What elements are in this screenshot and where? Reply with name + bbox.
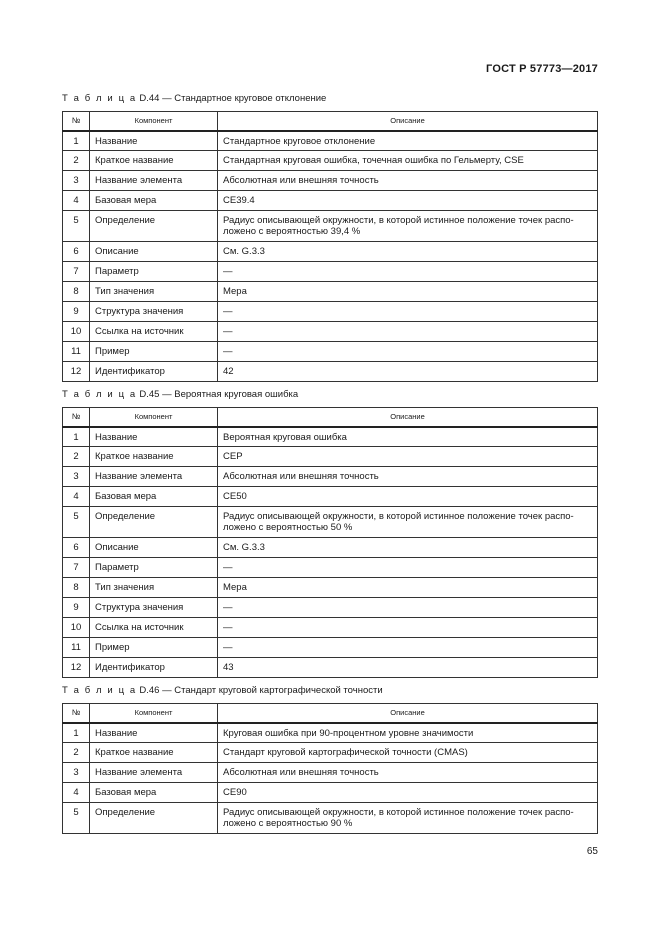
description-line: Радиус описывающей окружности, в которой истинное положение точек распо- xyxy=(223,511,574,522)
column-header-num: № xyxy=(63,112,90,131)
table-caption-label: Т а б л и ц а xyxy=(62,685,137,696)
table-caption-title: D.45 — Вероятная круговая ошибка xyxy=(139,389,299,400)
row-number: 6 xyxy=(63,538,90,558)
description-line: — xyxy=(223,346,233,357)
description-line: Мера xyxy=(223,286,247,297)
table-row xyxy=(63,427,598,447)
description-line: — xyxy=(223,562,233,573)
description-line: — xyxy=(223,602,233,613)
row-number: 11 xyxy=(63,638,90,658)
table-row xyxy=(63,763,598,783)
description-line: CE39.4 xyxy=(223,195,255,206)
description-line: — xyxy=(223,326,233,337)
table-row xyxy=(63,342,598,362)
row-number: 2 xyxy=(63,151,90,171)
table-row xyxy=(63,803,598,834)
row-description xyxy=(218,282,598,302)
row-component: Определение xyxy=(90,803,218,834)
table-row xyxy=(63,191,598,211)
row-description xyxy=(218,171,598,191)
row-description xyxy=(218,743,598,763)
row-number: 5 xyxy=(63,211,90,242)
row-description xyxy=(218,151,598,171)
table-caption-d45 xyxy=(62,389,298,400)
table-d44 xyxy=(62,111,598,382)
description-line: CE90 xyxy=(223,787,247,798)
row-description xyxy=(218,763,598,783)
page-number: 65 xyxy=(586,846,598,857)
description-line: Вероятная круговая ошибка xyxy=(223,431,347,443)
row-number: 9 xyxy=(63,598,90,618)
row-description xyxy=(218,342,598,362)
description-line: CEP xyxy=(223,451,243,462)
table-row xyxy=(63,447,598,467)
description-line: 42 xyxy=(223,366,234,377)
row-number: 5 xyxy=(63,803,90,834)
description-line: — xyxy=(223,266,233,277)
row-number: 4 xyxy=(63,783,90,803)
table-row xyxy=(63,242,598,262)
description-line: См. G.3.3 xyxy=(223,246,265,257)
row-component: Название xyxy=(90,723,218,743)
document-code: ГОСТ Р 57773—2017 xyxy=(486,63,598,75)
row-component: Краткое название xyxy=(90,743,218,763)
row-number: 8 xyxy=(63,282,90,302)
row-component: Краткое название xyxy=(90,151,218,171)
column-header-description: Описание xyxy=(218,704,598,723)
table-row xyxy=(63,598,598,618)
description-line: ложено с вероятностью 90 % xyxy=(223,818,353,829)
table-row xyxy=(63,131,598,151)
table-d45 xyxy=(62,407,598,678)
table-row xyxy=(63,282,598,302)
column-header-component: Компонент xyxy=(90,704,218,723)
table-row xyxy=(63,558,598,578)
row-number: 1 xyxy=(63,723,90,743)
description-line: Стандарт круговой картографической точности (CMAS) xyxy=(223,747,468,758)
table-row xyxy=(63,151,598,171)
column-header-description: Описание xyxy=(218,408,598,427)
row-description xyxy=(218,538,598,558)
row-component: Определение xyxy=(90,507,218,538)
row-number: 7 xyxy=(63,262,90,282)
row-number: 10 xyxy=(63,618,90,638)
table-row xyxy=(63,362,598,382)
row-description xyxy=(218,427,598,447)
description-line: — xyxy=(223,642,233,653)
row-number: 3 xyxy=(63,763,90,783)
row-component: Параметр xyxy=(90,558,218,578)
row-component: Название xyxy=(90,427,218,447)
table-row xyxy=(63,467,598,487)
row-description xyxy=(218,558,598,578)
row-component: Определение xyxy=(90,211,218,242)
table-row xyxy=(63,578,598,598)
row-component: Название xyxy=(90,131,218,151)
row-description xyxy=(218,638,598,658)
row-component: Ссылка на источник xyxy=(90,618,218,638)
column-header-component: Компонент xyxy=(90,112,218,131)
table-row xyxy=(63,723,598,743)
column-header-num: № xyxy=(63,408,90,427)
row-component: Базовая мера xyxy=(90,487,218,507)
row-description xyxy=(218,487,598,507)
row-description xyxy=(218,242,598,262)
description-line: Стандартное круговое отклонение xyxy=(223,135,376,147)
row-component: Структура значения xyxy=(90,302,218,322)
row-number: 9 xyxy=(63,302,90,322)
description-line: Абсолютная или внешняя точность xyxy=(223,767,379,778)
description-line: Круговая ошибка при 90-процентном уровне значимости xyxy=(223,727,474,739)
table-caption-title: D.44 — Стандартное круговое отклонение xyxy=(139,93,327,104)
row-description xyxy=(218,322,598,342)
row-description xyxy=(218,262,598,282)
row-description xyxy=(218,723,598,743)
table-caption-d44 xyxy=(62,93,326,104)
row-description xyxy=(218,803,598,834)
row-component: Идентификатор xyxy=(90,658,218,678)
row-component: Параметр xyxy=(90,262,218,282)
table-row xyxy=(63,507,598,538)
table-row xyxy=(63,538,598,558)
description-line: Стандартная круговая ошибка, точечная ошибка по Гельмерту, CSE xyxy=(223,155,524,166)
description-line: Радиус описывающей окружности, в которой истинное положение точек распо- xyxy=(223,807,574,818)
description-line: — xyxy=(223,622,233,633)
description-line: — xyxy=(223,306,233,317)
row-description xyxy=(218,467,598,487)
row-description xyxy=(218,131,598,151)
row-number: 10 xyxy=(63,322,90,342)
table-caption-label: Т а б л и ц а xyxy=(62,389,137,400)
row-number: 11 xyxy=(63,342,90,362)
row-description xyxy=(218,211,598,242)
description-line: Абсолютная или внешняя точность xyxy=(223,471,379,482)
description-line: ложено с вероятностью 50 % xyxy=(223,522,353,533)
row-component: Название элемента xyxy=(90,467,218,487)
row-number: 8 xyxy=(63,578,90,598)
column-header-description: Описание xyxy=(218,112,598,131)
table-row xyxy=(63,171,598,191)
row-component: Название элемента xyxy=(90,763,218,783)
column-header-num: № xyxy=(63,704,90,723)
row-number: 3 xyxy=(63,467,90,487)
row-description xyxy=(218,302,598,322)
table-caption-title: D.46 — Стандарт круговой картографической точности xyxy=(139,685,383,696)
table-row xyxy=(63,262,598,282)
row-description xyxy=(218,618,598,638)
table-row xyxy=(63,211,598,242)
description-line: Абсолютная или внешняя точность xyxy=(223,175,379,186)
row-number: 5 xyxy=(63,507,90,538)
row-component: Описание xyxy=(90,242,218,262)
row-description xyxy=(218,578,598,598)
row-component: Идентификатор xyxy=(90,362,218,382)
row-number: 4 xyxy=(63,191,90,211)
row-component: Базовая мера xyxy=(90,191,218,211)
row-component: Название элемента xyxy=(90,171,218,191)
row-number: 12 xyxy=(63,658,90,678)
row-component: Описание xyxy=(90,538,218,558)
table-caption-label: Т а б л и ц а xyxy=(62,93,137,104)
row-description xyxy=(218,598,598,618)
row-description xyxy=(218,191,598,211)
description-line: См. G.3.3 xyxy=(223,542,265,553)
row-component: Базовая мера xyxy=(90,783,218,803)
row-number: 1 xyxy=(63,131,90,151)
table-d46 xyxy=(62,703,598,834)
row-number: 7 xyxy=(63,558,90,578)
row-description xyxy=(218,783,598,803)
row-component: Краткое название xyxy=(90,447,218,467)
description-line: Радиус описывающей окружности, в которой истинное положение точек распо- xyxy=(223,215,574,226)
row-number: 2 xyxy=(63,447,90,467)
table-row xyxy=(63,618,598,638)
description-line: ложено с вероятностью 39,4 % xyxy=(223,226,361,237)
description-line: CE50 xyxy=(223,491,247,502)
row-number: 3 xyxy=(63,171,90,191)
row-number: 1 xyxy=(63,427,90,447)
description-line: 43 xyxy=(223,662,234,673)
row-component: Тип значения xyxy=(90,282,218,302)
table-row xyxy=(63,783,598,803)
table-row xyxy=(63,638,598,658)
table-row xyxy=(63,658,598,678)
row-number: 4 xyxy=(63,487,90,507)
row-component: Структура значения xyxy=(90,598,218,618)
column-header-component: Компонент xyxy=(90,408,218,427)
row-number: 6 xyxy=(63,242,90,262)
row-description xyxy=(218,658,598,678)
table-row xyxy=(63,487,598,507)
description-line: Мера xyxy=(223,582,247,593)
row-number: 12 xyxy=(63,362,90,382)
row-description xyxy=(218,507,598,538)
row-component: Пример xyxy=(90,638,218,658)
table-row xyxy=(63,302,598,322)
row-component: Тип значения xyxy=(90,578,218,598)
table-row xyxy=(63,322,598,342)
table-row xyxy=(63,743,598,763)
row-component: Ссылка на источник xyxy=(90,322,218,342)
row-number: 2 xyxy=(63,743,90,763)
row-description xyxy=(218,362,598,382)
row-component: Пример xyxy=(90,342,218,362)
table-caption-d46 xyxy=(62,685,383,696)
row-description xyxy=(218,447,598,467)
